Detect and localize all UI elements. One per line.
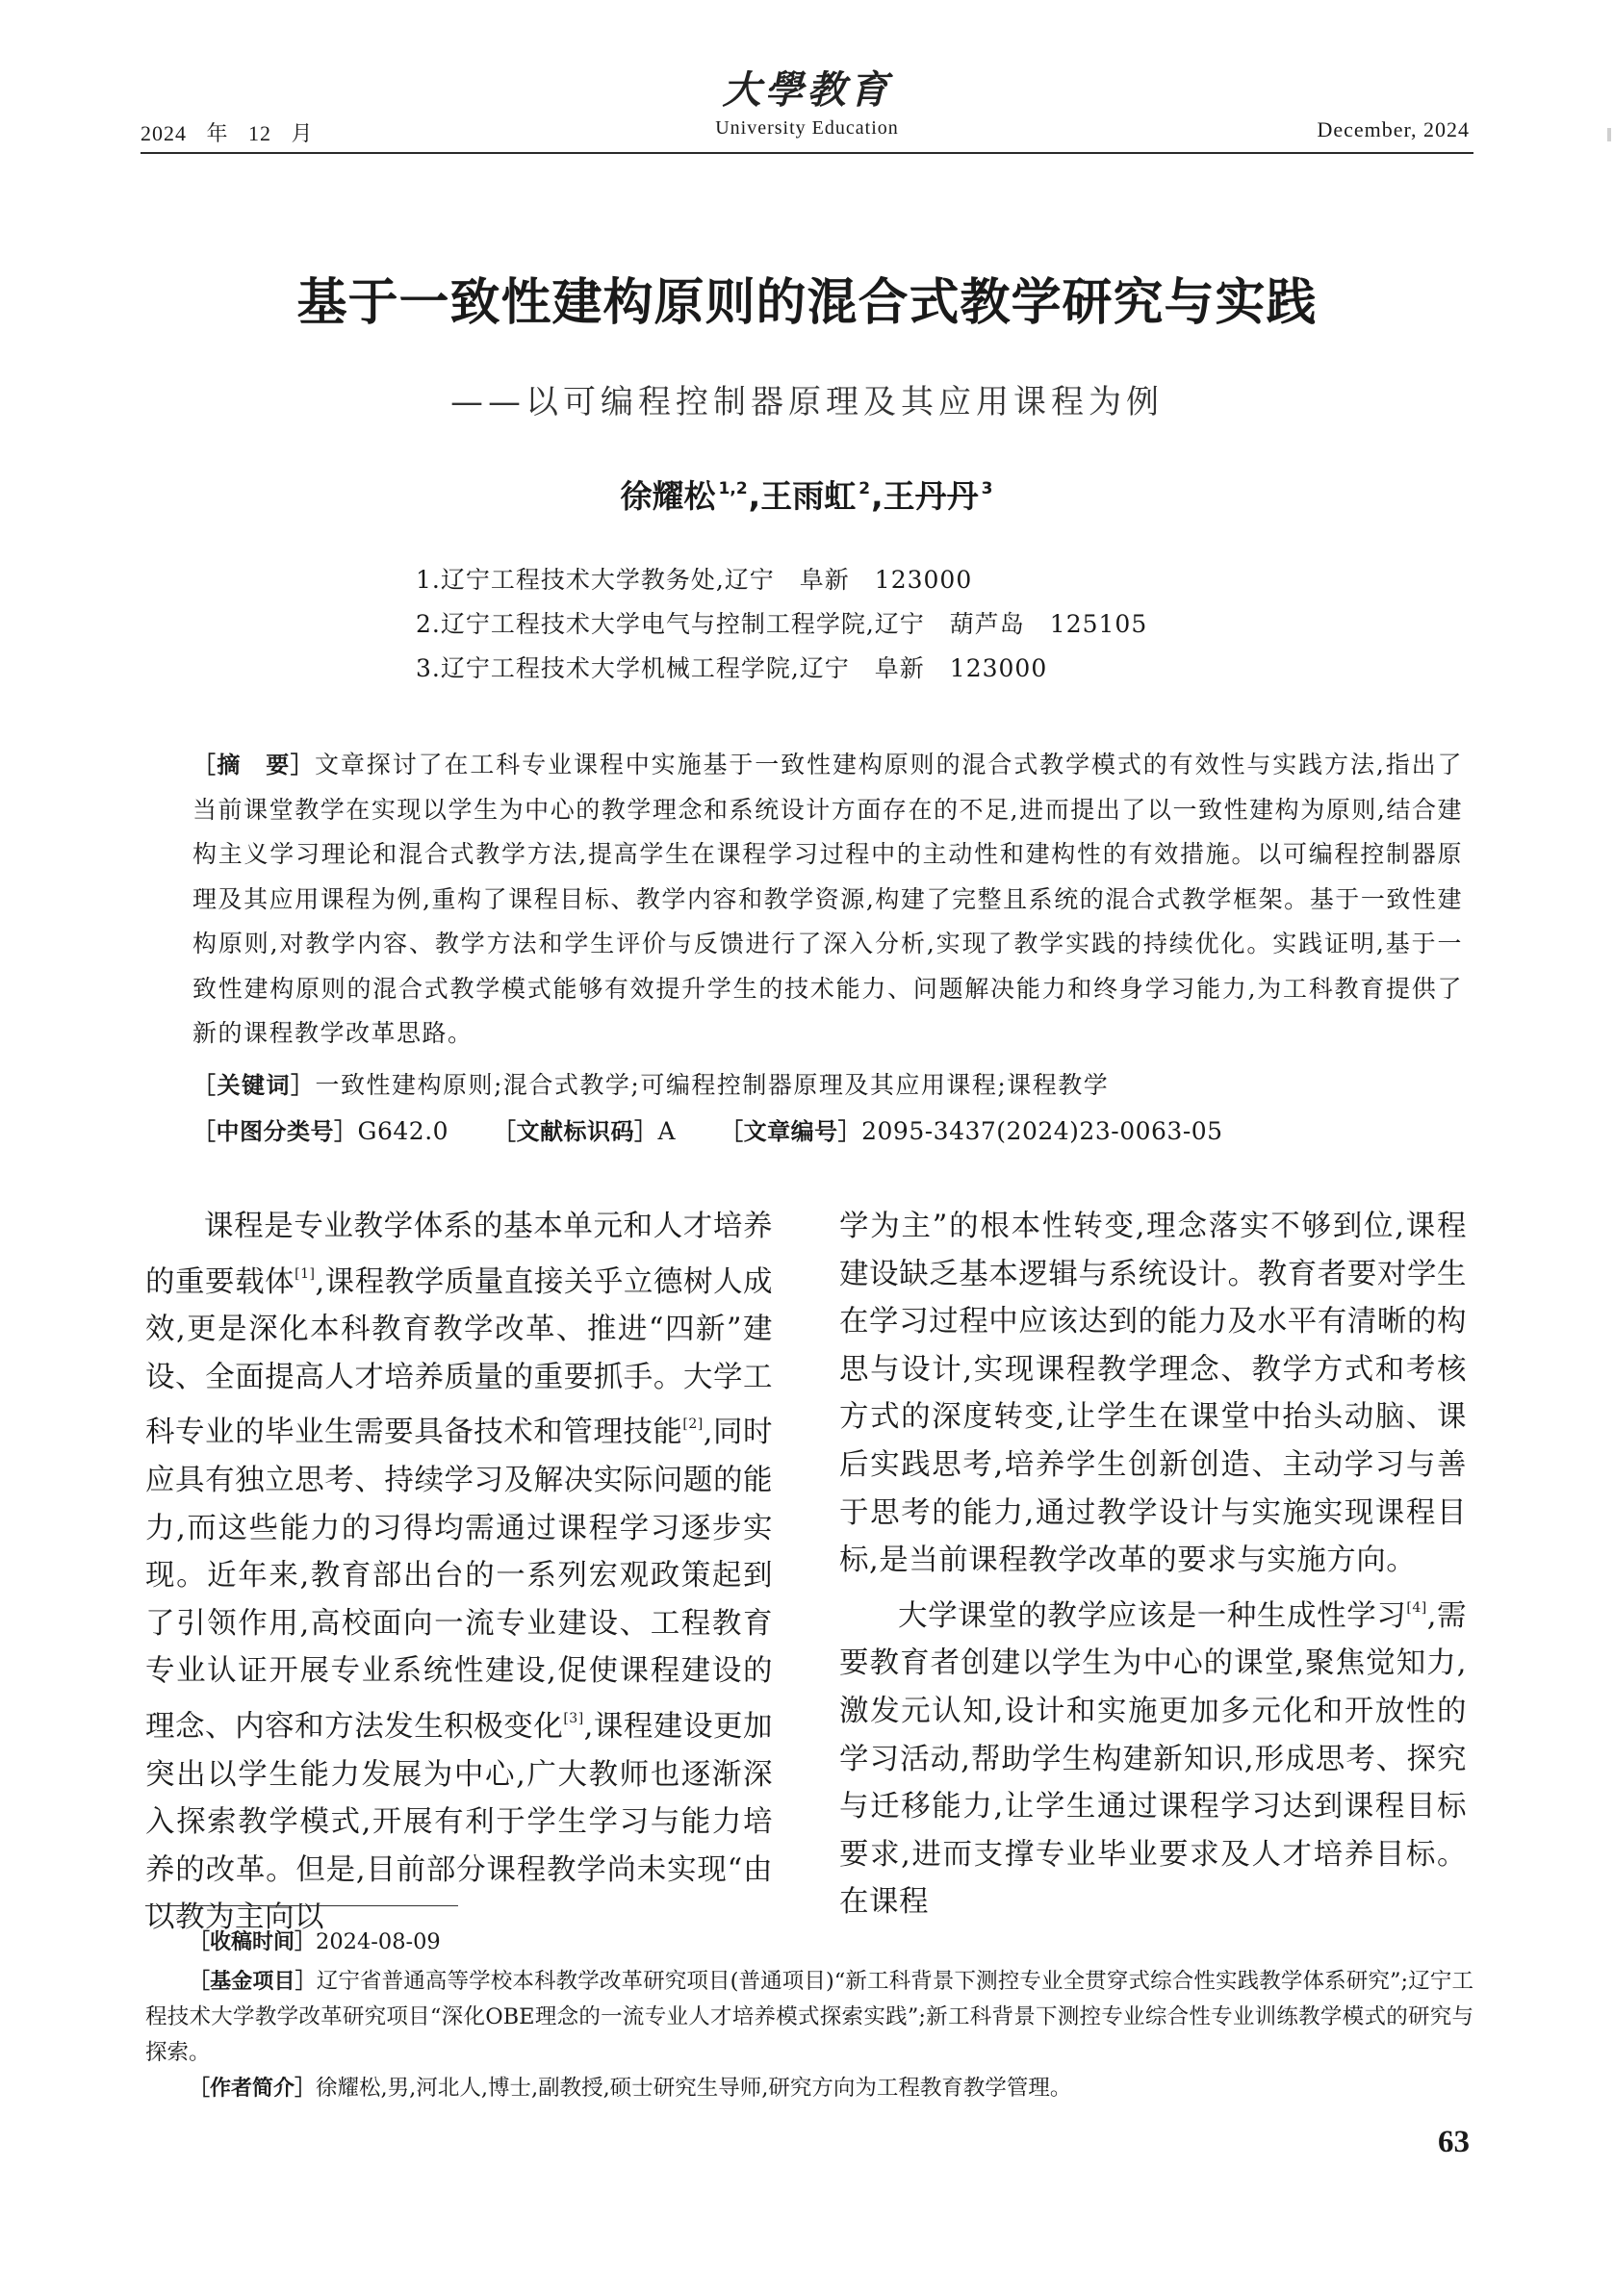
body-text: ,课程建设更加突出以学生能力发展为中心,广大教师也逐渐深入探索教学模式,开展有利于学生学习与能力培养的改革。但是,目前部分课程教学尚未实现“由以教为主向以 — [145, 1709, 774, 1935]
body-paragraph: 学为主”的根本性转变,理念落实不够到位,课程建设缺乏基本逻辑与系统设计。教育者要对学生在学习过程中应该达到的能力及水平有清晰的构思与设计,实现课程教学理念、教学方式和考核方式的深度转变,让学生在课堂中抬头动脑、课后实践思考,培养学生创新创造、主动学习与善于思考的能力,通过教学设计与实施实现课程目标,是当前课程教学改革的要求与实施方向。 — [839, 1210, 1467, 1578]
journal-logo: 大學教育 — [722, 67, 892, 113]
body-text: ,同时应具有独立思考、持续学习及解决实际问题的能力,而这些能力的习得均需通过课程学习逐步实现。近年来,教育部出台的一系列宏观政策起到了引领作用,高校面向一流专业建设、工程教育专业认证开展专业系统性建设,促使课程建设的理念、内容和方法发生积极变化 — [145, 1416, 774, 1744]
page-edge-mark — [1607, 128, 1611, 141]
body-paragraph — [839, 1585, 1467, 1926]
footnote-received — [145, 1925, 1473, 1960]
author-bio-label: ［作者简介］ — [189, 2077, 317, 2101]
body-text: 大学课堂的教学应该是一种生成性学习 — [898, 1598, 1407, 1633]
body-text: ,需要教育者创建以学生为中心的课堂,聚焦觉知力,激发元认知,设计和实施更加多元化和开放性的学习活动,帮助学生构建新知识,形成思考、探究与迁移能力,让学生通过课程学习达到课程目标要求,进而支撑专业毕业要求及人才培养目标。在课程 — [839, 1598, 1467, 1920]
keywords — [192, 1066, 1463, 1101]
clc-value: G642.0 — [357, 1117, 449, 1145]
footnote-divider — [145, 1905, 458, 1906]
fund-value: 辽宁省普通高等学校本科教学改革研究项目(普通项目)“新工科背景下测控专业全贯穿式综合性实践教学体系研究”;辽宁工程技术大学教学改革研究项目“深化OBE理念的一流专业人才培养模式探索实践”;新工科背景下测控专业综合性专业训练教学模式的研究与探索。 — [145, 1969, 1473, 2065]
header-date-cn: 2024 年 12 月 — [141, 121, 314, 145]
paper-subtitle: ——以可编程控制器原理及其应用课程为例 — [450, 383, 1164, 421]
citation-ref: [3] — [563, 1710, 584, 1726]
body-text: ,课程教学质量直接关乎立德树人成效,更是深化本科教育教学改革、推进“四新”建设、全面提高人才培养质量的重要抓手。大学工科专业的毕业生需要具备技术和管理技能 — [145, 1264, 774, 1450]
classification-line — [192, 1112, 1463, 1146]
affiliation-line: 3.辽宁工程技术大学机械工程学院,辽宁 阜新 123000 — [416, 654, 1048, 682]
body-column-right — [839, 1203, 1467, 1926]
article-number-value: 2095-3437(2024)23-0063-05 — [861, 1117, 1223, 1145]
author-separator: , — [748, 477, 761, 515]
citation-ref: [4] — [1406, 1599, 1427, 1616]
article-number-label: ［文章编号］ — [720, 1118, 862, 1145]
body-column-left — [145, 1203, 773, 1942]
received-value: 2024-08-09 — [316, 1929, 441, 1954]
author-name: 王雨虹 — [760, 477, 857, 515]
body-paragraph — [145, 1203, 773, 1942]
abstract-text: 文章探讨了在工科专业课程中实施基于一致性建构原则的混合式教学模式的有效性与实践方法,指出了当前课堂教学在实现以学生为中心的教学理念和系统设计方面存在的不足,进而提出了以一致性建构为原则,结合建构主义学习理论和混合式教学方法,提高学生在课程学习过程中的主动性和建构性的有效措施。以可编程控制器原理及其应用课程为例,重构了课程目标、教学内容和教学资源,构建了完整且系统的混合式教学框架。基于一致性建构原则,对教学内容、教学方法和学生评价与反馈进行了深入分析,实现了教学实践的持续优化。实践证明,基于一致性建构原则的混合式教学模式能够有效提升学生的技术能力、问题解决能力和终身学习能力,为工科教育提供了新的课程教学改革思路。 — [192, 751, 1464, 1047]
keywords-label: ［关键词］ — [192, 1072, 316, 1099]
body-text: 课程是专业教学体系的基本单元和人才培养的重要载体 — [145, 1210, 773, 1299]
author-list — [0, 472, 1614, 517]
received-label: ［收稿时间］ — [189, 1930, 317, 1954]
author-name: 徐耀松 — [620, 477, 716, 515]
affiliation-line: 2.辽宁工程技术大学电气与控制工程学院,辽宁 葫芦岛 125105 — [416, 610, 1148, 638]
author-affiliation-mark: 1,2 — [718, 479, 748, 498]
fund-label: ［基金项目］ — [189, 1970, 317, 1994]
citation-ref: [1] — [295, 1265, 316, 1282]
clc-label: ［中图分类号］ — [192, 1118, 358, 1145]
author-bio-value: 徐耀松,男,河北人,博士,副教授,硕士研究生导师,研究方向为工程教育教学管理。 — [316, 2076, 1072, 2101]
abstract-label: ［摘 要］ — [192, 752, 315, 778]
doc-code-label: ［文献标识码］ — [493, 1118, 658, 1145]
abstract — [192, 743, 1463, 1057]
paper-title: 基于一致性建构原则的混合式教学研究与实践 — [296, 274, 1318, 332]
citation-ref: [2] — [682, 1416, 704, 1433]
affiliations — [416, 558, 1147, 691]
affiliation-line: 1.辽宁工程技术大学教务处,辽宁 阜新 123000 — [416, 566, 973, 594]
author-affiliation-mark: 2 — [858, 479, 871, 498]
footnotes — [145, 1925, 1473, 2106]
journal-name-en: University Education — [715, 117, 899, 139]
doc-code-value: A — [657, 1117, 677, 1145]
author-affiliation-mark: 3 — [981, 479, 993, 498]
author-name: 王丹丹 — [883, 477, 979, 515]
author-separator: , — [871, 477, 884, 515]
footnote-fund — [145, 1964, 1473, 2071]
footnote-author — [145, 2071, 1473, 2106]
page-number: 63 — [1438, 2125, 1470, 2159]
header-divider — [141, 152, 1473, 154]
header-date-en: December, 2024 — [1317, 117, 1470, 141]
keywords-text: 一致性建构原则;混合式教学;可编程控制器原理及其应用课程;课程教学 — [315, 1071, 1110, 1099]
